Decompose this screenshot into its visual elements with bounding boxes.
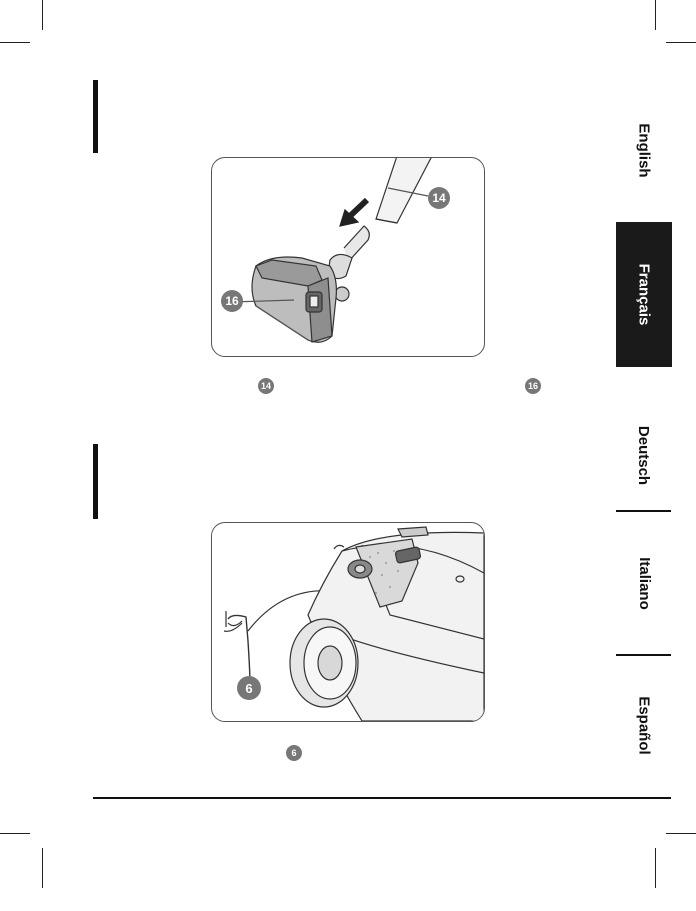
crop-mark xyxy=(42,0,43,30)
tab-label: Français xyxy=(635,263,653,326)
caption-marker-14: 14 xyxy=(258,378,274,394)
crop-mark xyxy=(42,848,43,888)
crop-mark xyxy=(0,833,30,834)
crop-mark xyxy=(0,42,30,43)
tab-deutsch[interactable] xyxy=(616,400,672,510)
tab-separator xyxy=(616,654,671,656)
tab-label: Deutsch xyxy=(635,425,653,485)
crop-mark xyxy=(666,833,696,834)
figure-hose-connection xyxy=(211,157,485,357)
tab-italiano[interactable] xyxy=(616,528,672,638)
section-marker-bar xyxy=(93,444,98,519)
tab-separator xyxy=(616,510,671,512)
tab-label: Español xyxy=(635,695,653,755)
callout-part-6: 6 xyxy=(237,676,261,700)
section-marker-bar xyxy=(93,80,98,153)
crop-mark xyxy=(655,848,656,888)
footer-rule xyxy=(93,797,671,799)
tab-espanol[interactable] xyxy=(616,670,672,780)
tab-label: English xyxy=(635,122,653,178)
crop-mark xyxy=(666,42,696,43)
caption-marker-16: 16 xyxy=(525,378,541,394)
callout-part-16: 16 xyxy=(221,290,243,312)
crop-mark xyxy=(655,0,656,30)
tab-english[interactable] xyxy=(616,95,672,205)
tab-francais[interactable] xyxy=(616,222,672,367)
tab-label: Italiano xyxy=(635,556,653,610)
callout-part-14: 14 xyxy=(428,187,450,209)
figure-power-cord xyxy=(211,522,485,722)
caption-marker-6: 6 xyxy=(286,745,302,761)
